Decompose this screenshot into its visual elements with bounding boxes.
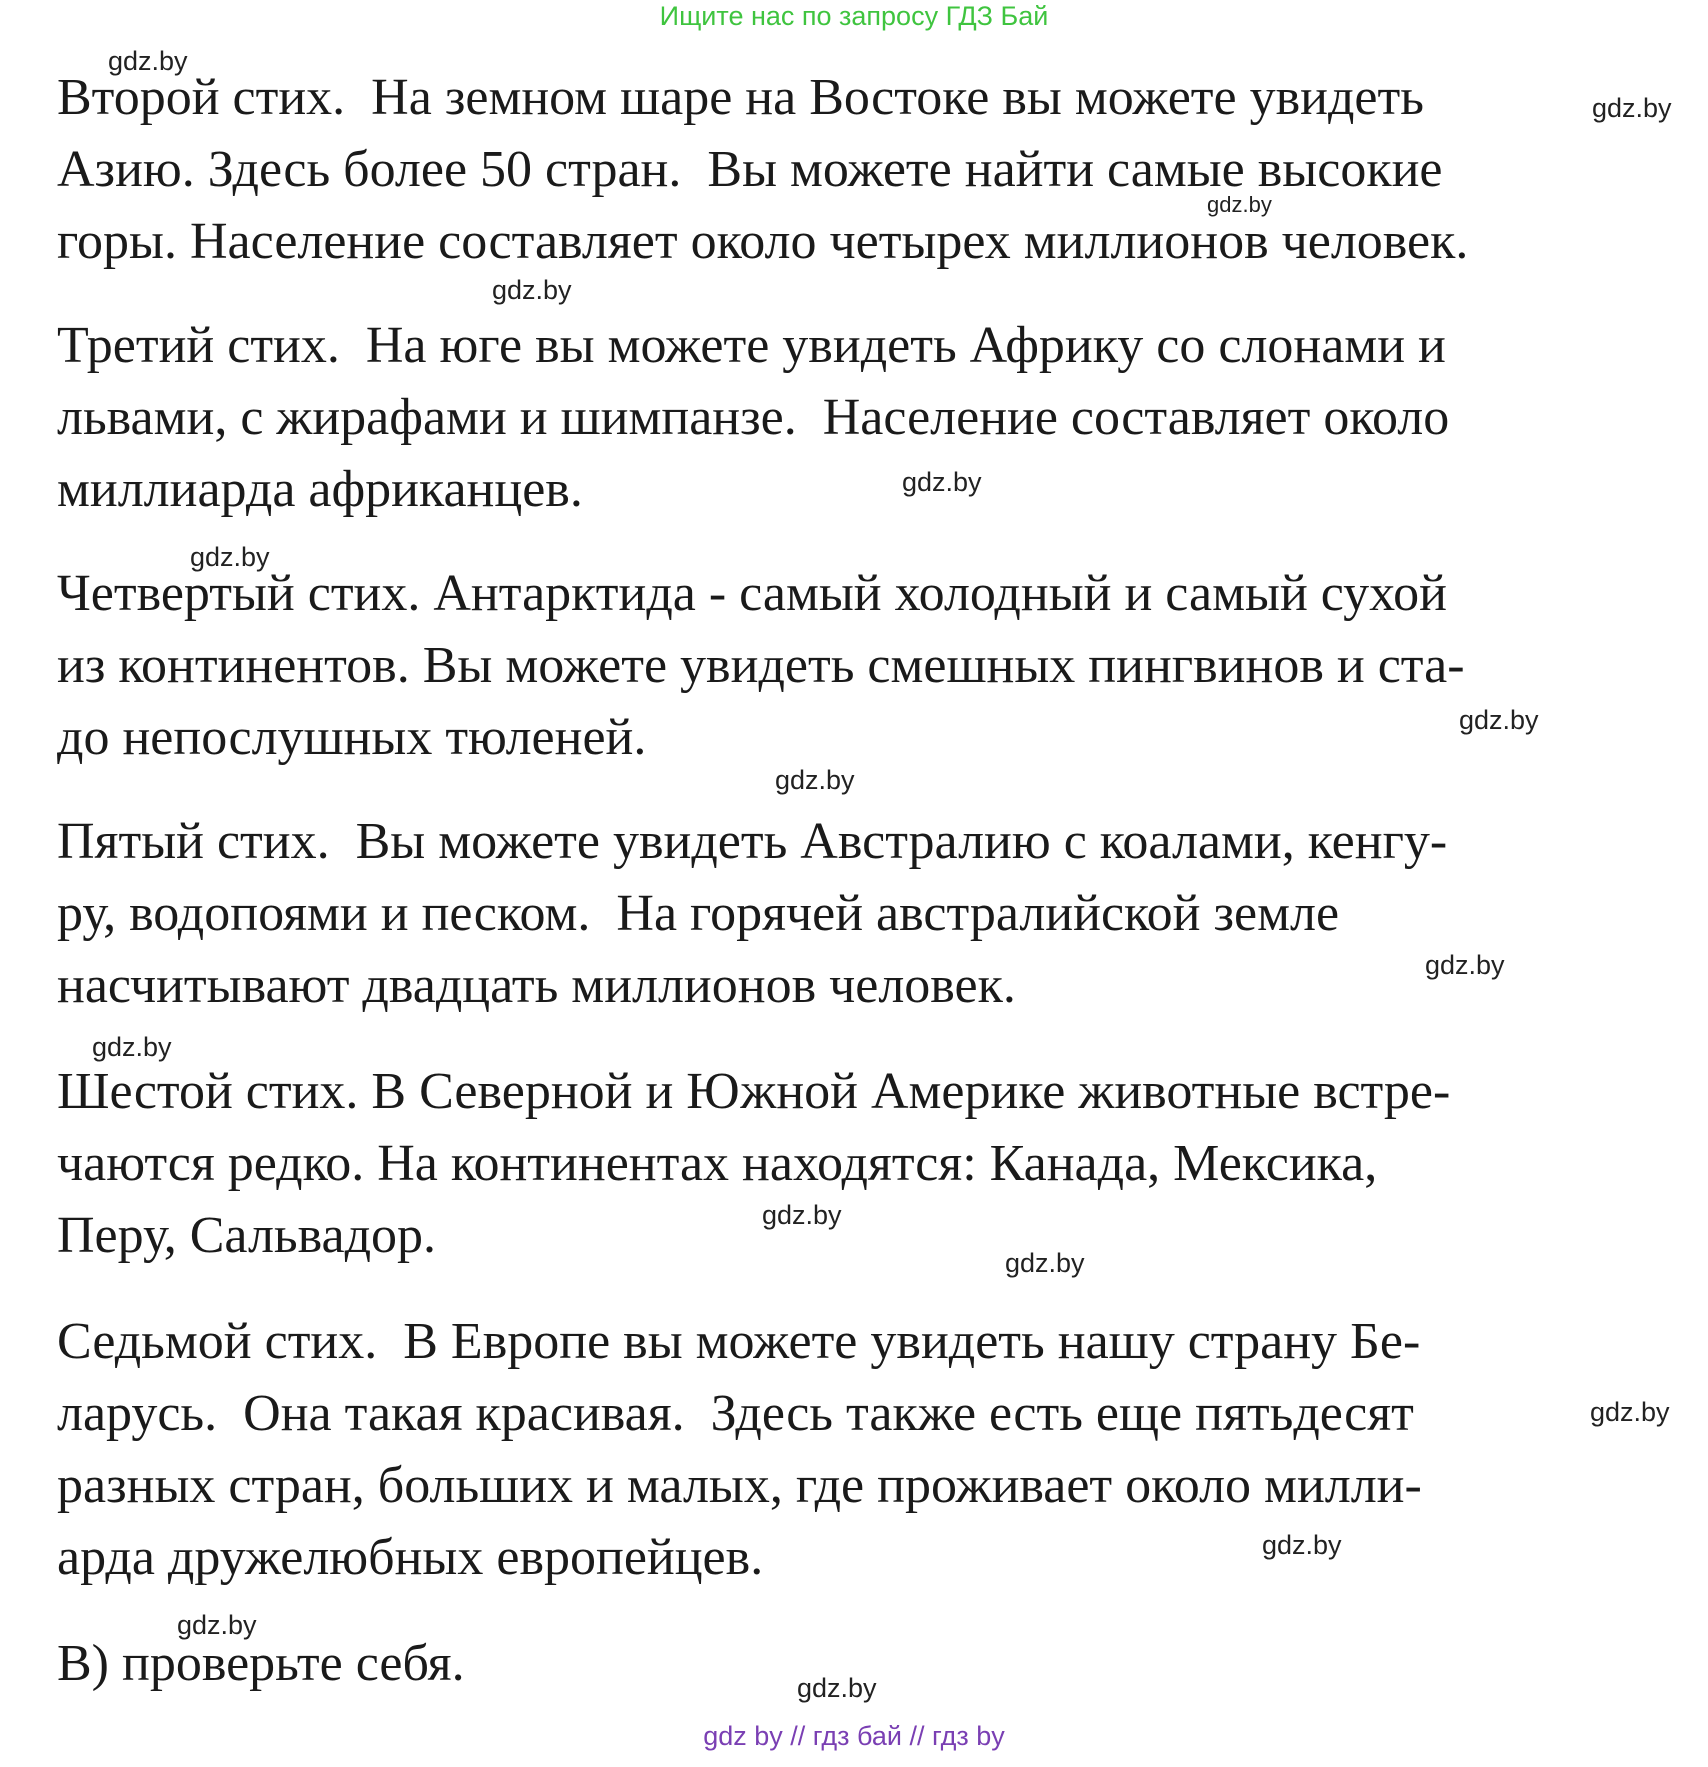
text-line: Пятый стих. Вы можете увидеть Австралию с коалами, кенгу-: [57, 813, 1448, 870]
text-line: насчитывают двадцать миллионов человек.: [57, 957, 1016, 1014]
watermark: gdz.by: [1459, 705, 1539, 735]
watermark: gdz.by: [177, 1610, 257, 1640]
text-line: чаются редко. На континентах находятся: Канада, Мексика,: [57, 1135, 1378, 1192]
watermark: gdz.by: [1262, 1530, 1342, 1560]
text-line: В) проверьте себя.: [57, 1635, 465, 1692]
text-line: львами, с жирафами и шимпанзе. Население составляет около: [57, 389, 1450, 446]
watermark: gdz.by: [1592, 93, 1672, 123]
text-line: Перу, Сальвадор.: [57, 1207, 437, 1264]
watermark: gdz.by: [1425, 950, 1505, 980]
watermark: gdz.by: [797, 1673, 877, 1703]
text-line: разных стран, больших и малых, где проживает около милли-: [57, 1457, 1422, 1514]
watermark: gdz.by: [1207, 192, 1272, 217]
text-line: ру, водопоями и песком. На горячей австралийской земле: [57, 885, 1340, 942]
text-line: до непослушных тюленей.: [57, 709, 647, 766]
text-line: Седьмой стих. В Европе вы можете увидеть нашу страну Бе-: [57, 1313, 1421, 1370]
text-line: Третий стих. На юге вы можете увидеть Африку со слонами и: [57, 317, 1446, 374]
watermark: gdz.by: [762, 1200, 842, 1230]
watermark: gdz.by: [1005, 1248, 1085, 1278]
text-line: Второй стих. На земном шаре на Востоке вы можете увидеть: [57, 69, 1424, 126]
watermark: gdz.by: [492, 275, 572, 305]
text-line: горы. Население составляет около четырех миллионов человек.: [57, 213, 1469, 270]
search-hint-header[interactable]: Ищите нас по запросу ГДЗ Бай: [659, 1, 1049, 31]
watermark: gdz.by: [92, 1032, 172, 1062]
text-line: Четвертый стих. Антарктида - самый холодный и самый сухой: [57, 565, 1448, 622]
watermark: gdz.by: [108, 46, 188, 76]
watermark: gdz.by: [1590, 1397, 1670, 1427]
watermark: gdz.by: [190, 542, 270, 572]
watermark: gdz.by: [902, 467, 982, 497]
watermark: gdz.by: [775, 765, 855, 795]
text-line: из континентов. Вы можете увидеть смешных пингвинов и ста-: [57, 637, 1465, 694]
text-line: Шестой стих. В Северной и Южной Америке животные встре-: [57, 1063, 1451, 1120]
text-line: Азию. Здесь более 50 стран. Вы можете найти самые высокие: [57, 141, 1443, 198]
text-line: миллиарда африканцев.: [57, 461, 583, 518]
footer-links[interactable]: gdz by // гдз бай // гдз by: [703, 1721, 1005, 1751]
text-line: арда дружелюбных европейцев.: [57, 1529, 764, 1586]
text-line: ларусь. Она такая красивая. Здесь также есть еще пятьдесят: [57, 1385, 1414, 1442]
